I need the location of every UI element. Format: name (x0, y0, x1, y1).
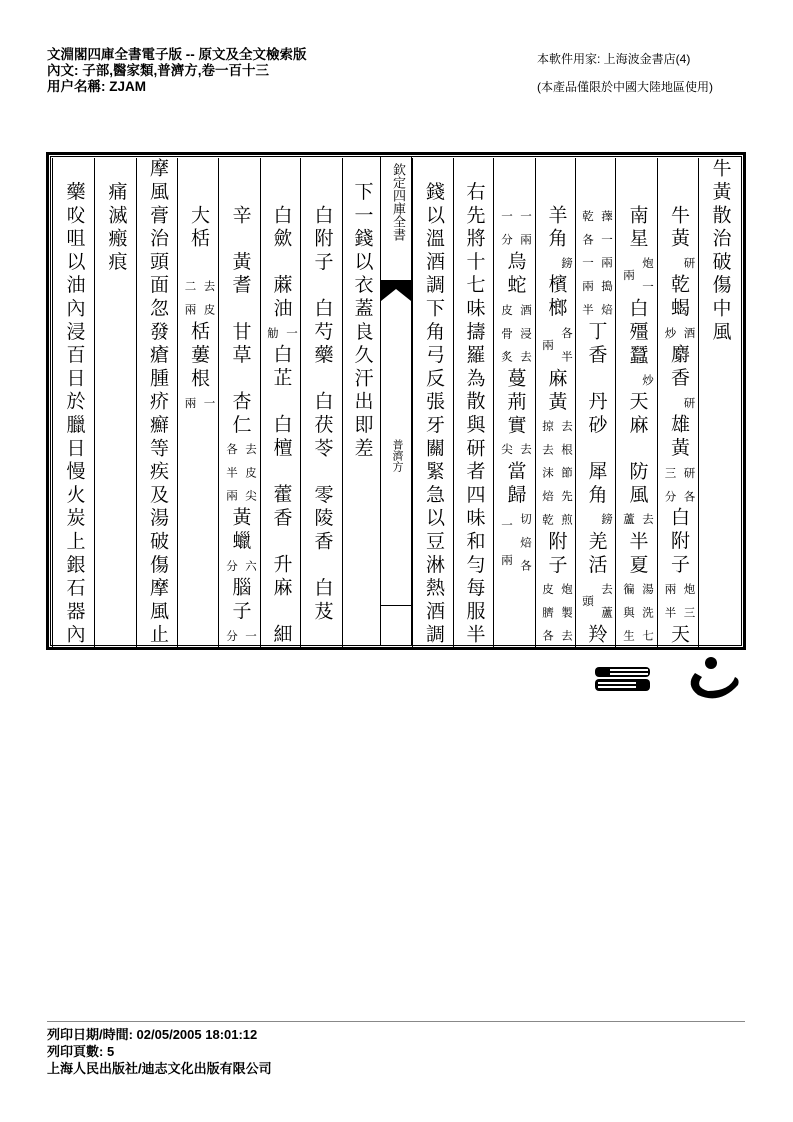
annotation-note (494, 205, 535, 258)
annotation-note (219, 554, 260, 584)
annotation-line: 研 (682, 396, 695, 421)
main-text-segment: 辛 黃耆 甘草 杏仁 (229, 158, 251, 438)
annotation-line (578, 507, 594, 530)
annotation-line: 一兩 (500, 519, 512, 590)
annotation-line: 蘆 (622, 513, 634, 537)
text-column (177, 158, 218, 647)
annotation-line: 炮製去 (560, 583, 572, 654)
annotation-line: 觔 (266, 326, 278, 351)
annotation-note (494, 507, 535, 590)
annotation-note (536, 251, 575, 281)
main-text-segment: 雄黃 (668, 414, 689, 461)
annotation-line (538, 251, 554, 274)
annotation-line: 兩 (541, 338, 553, 386)
main-text-segment: 天麻 防風 (626, 390, 648, 508)
center-book-name: 普濟方 (391, 439, 403, 472)
annotation-line: 分 (225, 629, 237, 654)
annotation-line: 徧與生 (622, 583, 634, 654)
center-bottom-divider (381, 605, 411, 606)
text-column (657, 158, 698, 647)
annotation-note (494, 298, 535, 374)
annotation-line: 二兩 (183, 280, 196, 327)
main-text-segment: 羊角 (545, 158, 567, 252)
main-text-segment: 南星 (626, 158, 648, 252)
publisher-name: 上海人民出版社/迪志文化出版有限公司 (47, 1061, 272, 1076)
books-logo-icon (595, 667, 650, 691)
annotation-note (576, 205, 615, 327)
header-content-path: 內文: 子部,醫家類,普濟方,卷一百十三 (47, 63, 269, 78)
main-text-segment: 牛黃 (668, 158, 689, 252)
center-fold-column (380, 157, 412, 646)
annotation-line: 炒 (663, 326, 676, 351)
main-text-segment: 麝香 (668, 344, 689, 391)
annotation-line: 六 (244, 559, 256, 584)
main-text-segment: 白附子 白芍藥 白茯苓 零陵香 白芨 (311, 158, 333, 624)
main-text-segment: 蔓荊實 (504, 367, 526, 438)
main-text-segment: 右先將十七味擣羅為散與研者四味和勻每服半 (463, 158, 485, 648)
licensee-text: 本軟件用家: 上海波金書店(4) (537, 52, 691, 66)
annotation-note (494, 438, 535, 467)
main-text-segment: 腦子 (229, 577, 251, 624)
annotation-note (178, 391, 218, 421)
text-column (300, 158, 342, 647)
annotation-line: 皮臍各 (541, 583, 553, 654)
annotation-note (658, 251, 698, 281)
print-pages: 列印頁數: 5 (47, 1044, 115, 1059)
annotation-line: 酒 (682, 326, 695, 351)
annotation-note (616, 507, 657, 537)
annotation-line: 切焙各 (519, 513, 531, 584)
annotation-note (658, 321, 698, 351)
main-text-segment: 藥㕮咀以油內浸百日於臘日慢火炭上銀石器內 (63, 158, 85, 648)
annotation-line: 炮一 (641, 257, 653, 304)
text-column (535, 158, 575, 654)
annotation-line: 頭 (581, 594, 593, 642)
main-text-segment: 乾蝎 (668, 274, 689, 322)
annotation-note (219, 624, 260, 654)
main-text-segment: 檳榔 (545, 274, 567, 322)
annotation-line: 湯洗七 (641, 583, 653, 654)
annotation-line: 三分 (663, 466, 676, 514)
center-title: 欽定四庫全書 (391, 163, 406, 241)
annotation-note (536, 321, 575, 386)
main-text-segment: 下一錢以衣蓋良久汗出即差 (351, 158, 373, 461)
annotation-line: 一 (285, 326, 297, 351)
main-text-segment: 痛滅瘢痕 (105, 158, 127, 275)
annotation-line: 去皮尖 (244, 443, 256, 514)
annotation-line: 研各 (682, 466, 695, 514)
text-column (52, 158, 94, 647)
text-column (453, 158, 493, 647)
text-column (94, 158, 136, 647)
main-text-segment: 摩風膏治頭面忽發瘡腫疥癬等疾及湯破傷摩風止 (147, 158, 168, 648)
fishtail-mark-icon (381, 281, 411, 301)
header-username: 用户名稱: ZJAM (47, 79, 146, 94)
main-text-segment: 栝蔞根 (188, 321, 209, 391)
annotation-line (619, 368, 635, 391)
annotation-line: 皮骨炙 (500, 303, 512, 374)
annotation-line: 去蘆 (600, 583, 612, 630)
annotation-line: 一分 (500, 210, 512, 258)
annotation-note (616, 577, 657, 654)
main-text-segment: 黃蠟 (229, 507, 251, 555)
main-text-segment: 當歸 (504, 460, 526, 508)
text-column (218, 158, 260, 654)
annotation-note (536, 414, 575, 537)
annotation-line: 去皮 (202, 280, 215, 327)
annotation-line: 一兩 (519, 210, 531, 258)
text-column (493, 158, 535, 647)
annotation-line: 各半兩 (225, 443, 237, 514)
annotation-note (616, 368, 657, 397)
annotation-note (658, 461, 698, 514)
annotation-note (178, 275, 218, 327)
annotation-line: 去 (519, 443, 531, 467)
annotation-line: 兩半 (663, 583, 676, 630)
text-column (412, 158, 453, 647)
annotation-line: 去 (641, 513, 653, 537)
annotation-line: 鎊 (560, 257, 572, 281)
main-text-segment: 大栝 (188, 158, 209, 275)
annotation-line: 分 (225, 559, 237, 584)
annotation-line: 乾各一兩半 (581, 210, 593, 327)
annotation-note (219, 438, 260, 514)
annotation-line (661, 391, 677, 414)
annotation-line: 兩 (183, 396, 196, 421)
annotation-line: 一 (202, 396, 215, 421)
main-text-segment: 天 (668, 623, 689, 648)
main-text-segment: 附子 (545, 530, 567, 578)
annotation-line (661, 251, 677, 274)
annotation-line: 一 (244, 629, 256, 654)
annotation-note (576, 507, 615, 537)
footer-divider (47, 1021, 745, 1022)
main-text-segment: 錢以溫酒調下角弓反張牙關緊急以豆淋熱酒調 (423, 158, 444, 648)
main-text-segment: 麻黃 (545, 367, 567, 415)
main-text-segment: 羚 (585, 623, 607, 648)
text-column (698, 158, 740, 647)
main-text-segment: 牛黃散治破傷中風 (709, 158, 731, 345)
main-text-segment (584, 158, 608, 205)
annotation-line: 兩 (622, 268, 634, 316)
main-text-segment: 白附子 (668, 507, 689, 578)
region-notice: (本產品僅限於中國大陸地區使用) (537, 80, 713, 94)
annotation-note (261, 321, 300, 351)
annotation-line: 研 (682, 257, 695, 281)
annotation-note (658, 391, 698, 421)
publisher-logo (590, 655, 750, 705)
main-text-segment: 烏蛇 (504, 251, 526, 298)
annotation-note (616, 251, 657, 316)
annotation-line: 尖 (500, 443, 512, 467)
main-text-segment: 白殭蠶 (626, 297, 648, 368)
annotation-note (658, 577, 698, 630)
text-column (260, 158, 300, 647)
main-text-segment: 白歛 蔴油 (270, 158, 292, 322)
header-title: 文淵閣四庫全書電子版 -- 原文及全文檢索版 (47, 47, 307, 62)
annotation-note (576, 577, 615, 642)
annotation-line: 鎊 (600, 513, 612, 537)
annotation-line: 掠去沫焙乾 (541, 420, 553, 537)
annotation-line: 炒 (641, 373, 653, 397)
text-column (575, 158, 615, 647)
annotation-note (536, 577, 575, 654)
swirl-logo-icon (691, 657, 739, 698)
annotation-line: 去根節先煎 (560, 420, 572, 537)
main-text-segment: 丁香 丹砂 犀角 (585, 321, 607, 508)
annotation-line: 各半 (560, 326, 572, 374)
main-text-segment: 羌活 (585, 530, 607, 578)
main-text-segment (503, 158, 527, 205)
print-datetime: 列印日期/時間: 02/05/2005 18:01:12 (47, 1027, 258, 1042)
text-column (615, 158, 657, 654)
annotation-line: 蘀一兩搗焙 (600, 210, 612, 327)
annotation-line: 酒浸去 (519, 303, 531, 374)
text-column (342, 158, 380, 647)
annotation-line: 炮三 (682, 583, 695, 630)
main-text-segment: 半夏 (626, 530, 648, 578)
main-text-segment: 白芷 白檀 藿香 升麻 細 (270, 344, 292, 648)
text-column (136, 158, 177, 647)
